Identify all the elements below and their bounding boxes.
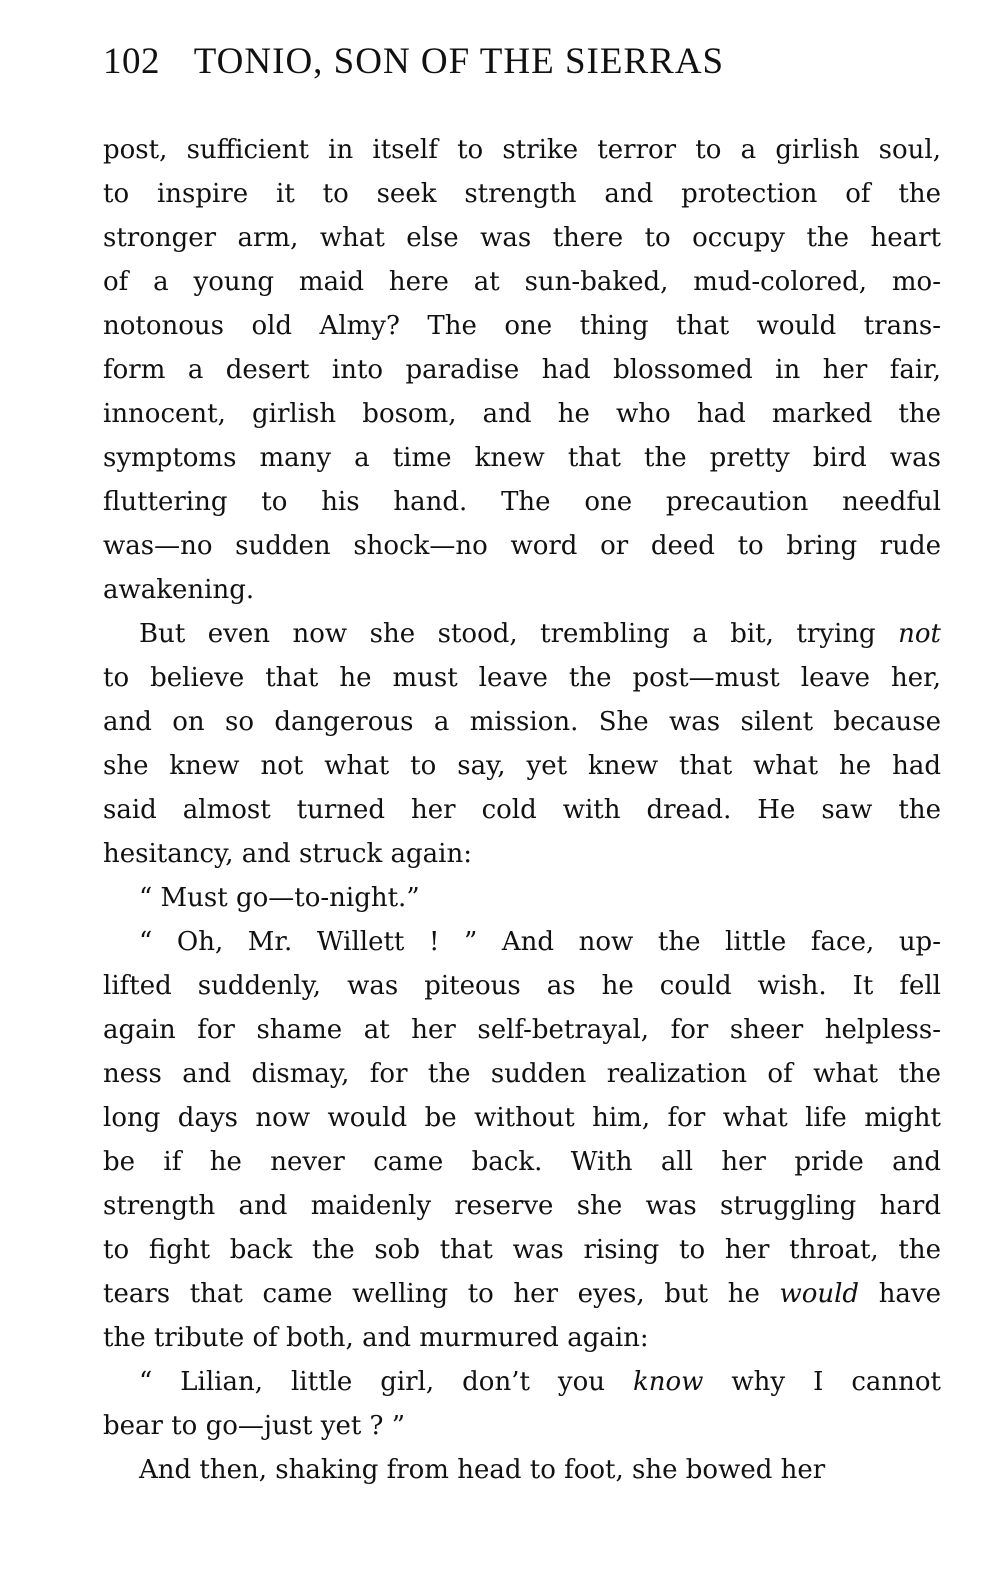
text-line: was—no sudden shock—no word or deed to bring rude xyxy=(103,531,941,561)
text-line: lifted suddenly, was piteous as he could wish. It fell xyxy=(103,971,941,1001)
text-segment: But even now she stood, trembling a bit, trying xyxy=(139,619,876,649)
text-line: symptoms many a time knew that the pretty bird was xyxy=(103,443,941,473)
text-line: notonous old Almy? The one thing that would trans- xyxy=(103,311,941,341)
text-line: she knew not what to say, yet knew that what he had xyxy=(103,751,941,781)
text-line: fluttering to his hand. The one precaution needful xyxy=(103,487,941,517)
running-title: TONIO, SON OF THE SIERRAS xyxy=(193,41,725,82)
text-segment: have xyxy=(878,1279,941,1309)
page-header xyxy=(103,40,883,100)
text-line: to fight back the sob that was rising to her throat, the xyxy=(103,1235,941,1265)
paragraph-6 xyxy=(103,1448,941,1492)
text-line: bear to go—just yet ? ” xyxy=(103,1411,406,1441)
page-number: 102 xyxy=(103,41,160,82)
text-line xyxy=(103,612,941,656)
text-line: post, sufficient in itself to strike terror to a girlish soul, xyxy=(103,135,941,165)
paragraph-1 xyxy=(103,128,941,612)
paragraph-4 xyxy=(103,920,941,1360)
text-line: And then, shaking from head to foot, she bowed her xyxy=(139,1455,826,1485)
emphasis-text: would xyxy=(779,1279,860,1309)
emphasis-text: know xyxy=(633,1367,704,1397)
emphasis-text: not xyxy=(898,619,941,649)
text-line: stronger arm, what else was there to occupy the heart xyxy=(103,223,941,253)
text-segment: “ Lilian, little girl, don’t you xyxy=(139,1367,605,1397)
paragraph-3 xyxy=(103,876,941,920)
text-line: ness and dismay, for the sudden realization of what the xyxy=(103,1059,941,1089)
text-line: strength and maidenly reserve she was struggling hard xyxy=(103,1191,941,1221)
text-line xyxy=(103,1360,941,1404)
text-line: and on so dangerous a mission. She was silent because xyxy=(103,707,941,737)
text-line: awakening. xyxy=(103,575,255,605)
text-line: to inspire it to seek strength and protection of the xyxy=(103,179,941,209)
text-line xyxy=(103,1272,941,1316)
text-line: again for shame at her self-betrayal, for sheer helpless- xyxy=(103,1015,941,1045)
text-line: the tribute of both, and murmured again: xyxy=(103,1323,649,1353)
text-line: form a desert into paradise had blossomed in her fair, xyxy=(103,355,941,385)
text-line: to believe that he must leave the post—must leave her, xyxy=(103,663,941,693)
text-line: hesitancy, and struck again: xyxy=(103,839,472,869)
text-line: innocent, girlish bosom, and he who had marked the xyxy=(103,399,941,429)
text-segment: tears that came welling to her eyes, but he xyxy=(103,1279,760,1309)
text-line: “ Oh, Mr. Willett ! ” And now the little face, up- xyxy=(139,927,941,957)
text-line: long days now would be without him, for what life might xyxy=(103,1103,941,1133)
text-line: said almost turned her cold with dread. He saw the xyxy=(103,795,941,825)
paragraph-2 xyxy=(103,612,941,876)
text-line: be if he never came back. With all her pride and xyxy=(103,1147,941,1177)
text-line: of a young maid here at sun-baked, mud-colored, mo- xyxy=(103,267,941,297)
paragraph-5 xyxy=(103,1360,941,1448)
text-line: “ Must go—to-night.” xyxy=(139,883,420,913)
body-text xyxy=(103,128,941,1492)
text-segment: why I cannot xyxy=(731,1367,941,1397)
